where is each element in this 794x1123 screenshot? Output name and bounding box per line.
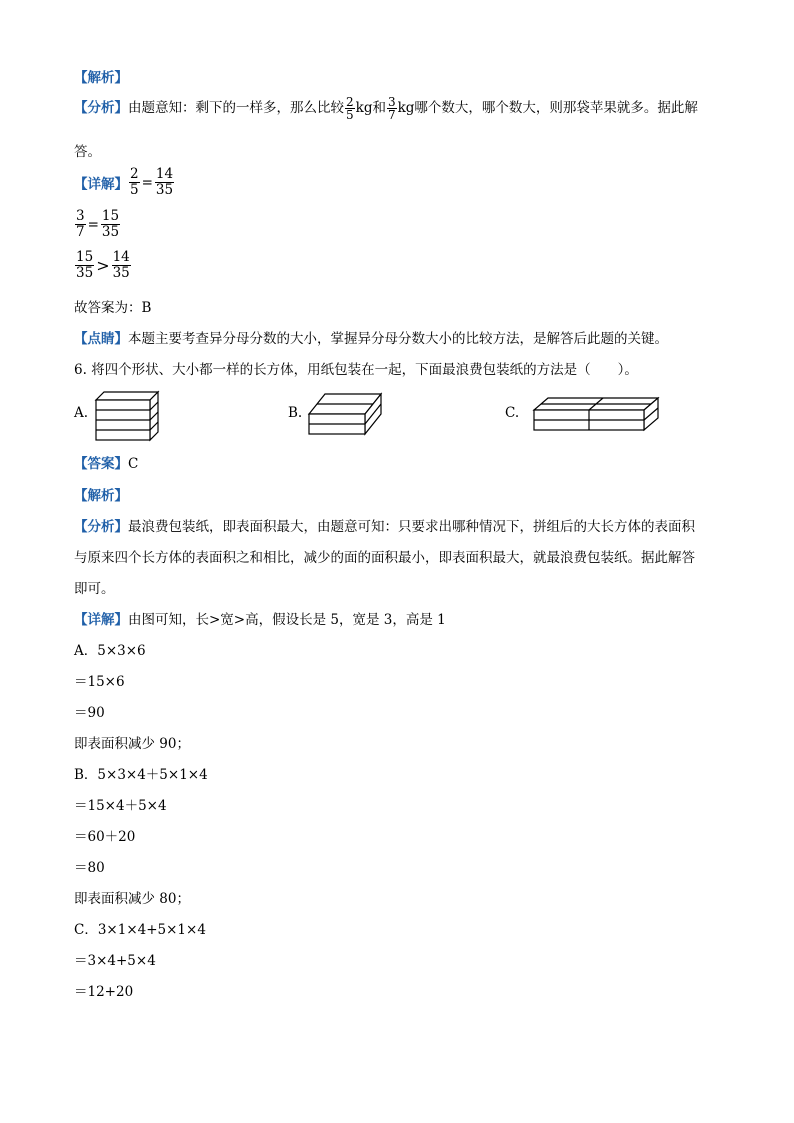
xiangjie-tag: 【详解】 [74,176,128,193]
fraction: $\frac{15}{35}$ [76,249,94,281]
calc-line: ＝60＋20 [74,829,136,845]
xiangjie-tag-q6: 【详解】 [74,612,128,628]
calc-line: A．5×3×6 [74,643,146,659]
analysis-line [74,96,698,121]
option-a-label: A. [74,405,89,421]
option-b-label: B. [288,405,303,421]
fraction-2-5: $\frac{2}{5}$ [346,95,354,122]
calc-line: ＝12+20 [74,984,134,1000]
fraction: $\frac{3}{7}$ [76,208,85,240]
fraction: $\frac{2}{5}$ [130,166,139,198]
dianjing-line [74,327,668,347]
analysis-text-b: kg哪个数大，哪个数大，则那袋苹果就多。据此解 [397,100,698,116]
calc-line: B．5×3×4＋5×1×4 [74,767,208,783]
option-c-label: C. [505,405,520,421]
option-b-2x2-boxes-figure [305,390,387,438]
calc-line: 即表面积减少 80； [74,891,190,907]
calc-line: ＝3×4+5×4 [74,953,156,969]
detail-text-q6: 由图可知，长>宽>高，假设长是 5，宽是 3，高是 1 [128,612,446,628]
analysis-continuation: 答。 [74,144,101,160]
fraction: $\frac{15}{35}$ [101,208,120,240]
detail-line-q6 [74,608,446,628]
detail-eq2 [74,209,121,240]
calc-line: ＝15×6 [74,674,125,690]
detail-eq3 [74,250,132,281]
analysis-line-1 [74,515,695,535]
fraction: $\frac{14}{35}$ [112,249,130,281]
fenxi-tag: 【分析】 [74,100,128,116]
analysis-line-3: 即可。 [74,581,115,597]
daan-value: C [128,456,139,472]
fraction: $\frac{14}{35}$ [155,166,174,198]
answer-line: 故答案为：B [74,300,152,316]
operator: = [87,216,99,233]
calc-line: ＝90 [74,705,105,721]
dianjing-tag: 【点睛】 [74,331,128,347]
calc-line: 即表面积减少 90； [74,736,190,752]
calc-line: ＝80 [74,860,105,876]
dianjing-text: 本题主要考查异分母分数的大小，掌握异分母分数大小的比较方法，是解答后此题的关键。 [128,331,668,347]
fraction-3-7: $\frac{3}{7}$ [387,95,396,122]
analysis-text-a: 由题意知：剩下的一样多，那么比较 [128,100,344,116]
unit-kg-and: kg和 [355,100,386,116]
option-a-stacked-boxes-figure [92,390,164,442]
operator: > [96,256,110,275]
analysis-line-2: 与原来四个长方体的表面积之和相比，减少的面的面积最小，即表面积最大，就最浪费包装纸。据此解答 [74,550,695,566]
answer-line-q6 [74,452,138,472]
daan-tag: 【答案】 [74,456,128,472]
fenxi-tag-q6: 【分析】 [74,519,128,535]
question-6: 6. 将四个形状、大小都一样的长方体，用纸包装在一起，下面最浪费包装纸的方法是（ ）。 [74,362,638,378]
calc-line: C．3×1×4+5×1×4 [74,922,206,938]
jiexi-heading: 【解析】 [74,70,128,86]
detail-eq1 [74,167,175,198]
option-c-flat-boxes-figure [530,394,664,434]
calc-line: ＝15×4＋5×4 [74,798,167,814]
jiexi-heading-q6: 【解析】 [74,488,128,504]
analysis-text-1: 最浪费包装纸，即表面积最大，由题意可知：只要求出哪种情况下，拼组后的大长方体的表面积 [128,519,695,535]
operator: = [141,174,153,191]
